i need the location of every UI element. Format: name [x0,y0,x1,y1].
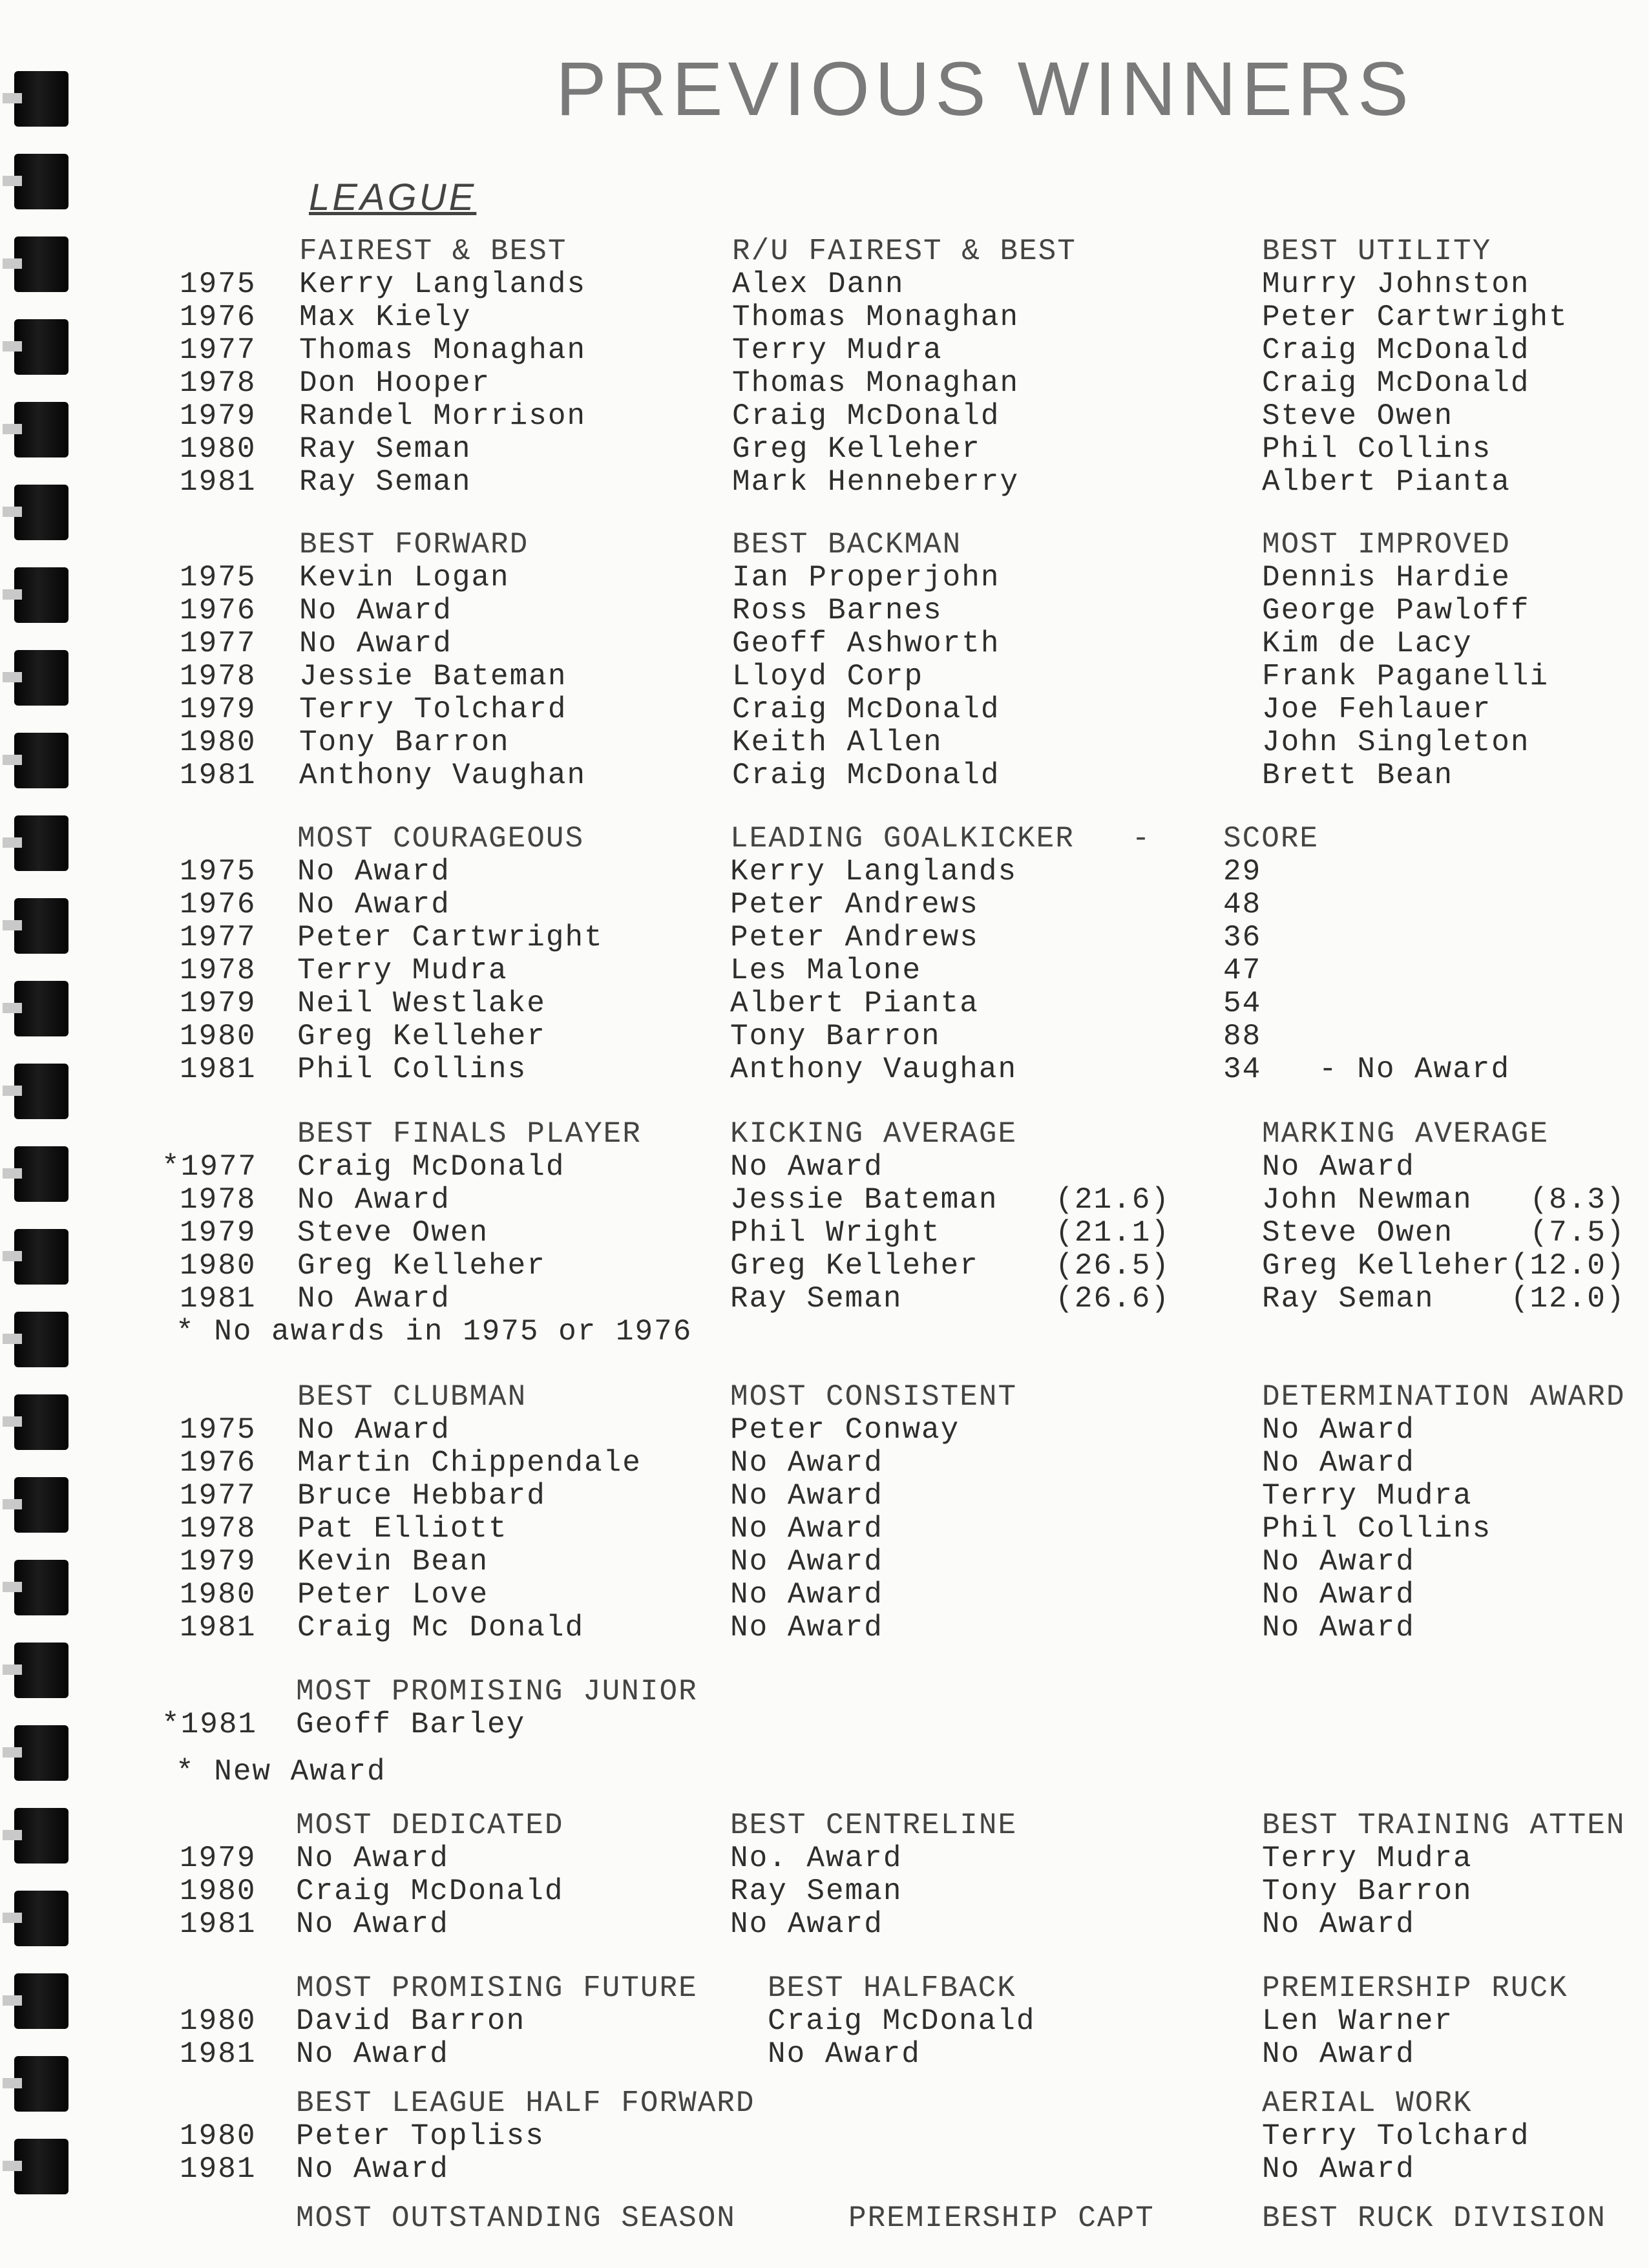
winner-name: 54 [1223,987,1262,1020]
winner-name: John Newman (8.3) [1262,1183,1626,1217]
binding-ring [14,898,68,954]
winner-name: Ray Seman [299,432,472,466]
winner-name: Greg Kelleher [297,1020,546,1053]
winner-name: Dennis Hardie [1262,561,1511,594]
winner-name: No Award [296,1907,449,1941]
winner-name: No Award [297,855,450,888]
year-label: 1981 [180,1053,257,1086]
year-label: *1981 [162,1708,258,1741]
binding-ring [14,1394,68,1450]
year-label: 1981 [180,1282,257,1316]
winner-name: Craig McDonald [297,1150,565,1184]
year-label: 1976 [180,1446,257,1480]
award-header: BEST CENTRELINE [730,1809,1018,1842]
winner-name: No Award [1262,2037,1415,2071]
binding-ring [14,1064,68,1119]
award-header: BEST RUCK DIVISION [1262,2201,1606,2235]
winner-name: Kevin Bean [297,1545,489,1579]
winner-name: 48 [1223,888,1262,921]
award-header: BEST LEAGUE HALF FORWARD [296,2086,755,2120]
award-header: BEST CLUBMAN [297,1380,527,1414]
year-label: 1981 [180,1907,257,1941]
winner-name: Kevin Logan [299,561,510,594]
winner-name: Jessie Bateman (21.6) [730,1183,1170,1217]
year-label: 1980 [180,1874,257,1908]
winner-name: No Award [1262,2152,1415,2186]
year-label: 1981 [180,465,257,499]
winner-name: Terry Tolchard [1262,2119,1530,2153]
award-header: MOST PROMISING JUNIOR [296,1675,698,1708]
year-label: 1980 [180,1578,257,1612]
winner-name: David Barron [296,2004,526,2038]
winner-name: Phil Collins [297,1053,527,1086]
year-label: *1977 [162,1150,258,1184]
winner-name: No Award [730,1545,883,1579]
winner-name: Randel Morrison [299,399,587,433]
year-label: 1977 [180,333,257,367]
year-label: 1978 [180,366,257,400]
year-label: 1975 [180,855,257,888]
year-label: 1975 [180,268,257,301]
winner-name: Greg Kelleher [297,1249,546,1283]
binding-ring [14,71,68,127]
winner-name: Craig McDonald [296,1874,564,1908]
binding-ring [14,733,68,788]
winner-name: Craig McDonald [768,2004,1036,2038]
binding-ring [14,1229,68,1285]
year-label: 1979 [180,399,257,433]
winner-name: Don Hooper [299,366,491,400]
binding-ring [14,650,68,706]
winner-name: No Award [299,627,452,660]
award-header: LEADING GOALKICKER - [730,822,1151,856]
award-header: MOST IMPROVED [1262,528,1511,562]
winner-name: Bruce Hebbard [297,1479,546,1513]
award-header: PREMIERSHIP CAPT [848,2201,1155,2235]
winner-name: Max Kiely [299,300,472,334]
binding-ring [14,1146,68,1202]
award-header: MOST OUTSTANDING SEASON [296,2201,736,2235]
winner-name: No Award [296,1842,449,1875]
winner-name: Geoff Ashworth [732,627,1000,660]
year-label: 1978 [180,1183,257,1217]
year-label: 1978 [180,954,257,987]
winner-name: Albert Pianta [730,987,979,1020]
winner-name: Peter Topliss [296,2119,545,2153]
winner-name: Terry Mudra [297,954,508,987]
winner-name: Tony Barron [1262,1874,1473,1908]
binding-ring [14,1973,68,2029]
binding-ring [14,567,68,623]
winner-name: Steve Owen (7.5) [1262,1216,1626,1250]
year-label: 1979 [180,693,257,726]
award-header: BEST FORWARD [299,528,529,562]
winner-name: No Award [768,2037,921,2071]
winner-name: No Award [1262,1578,1415,1612]
winner-name: Lloyd Corp [732,660,924,693]
winner-name: Peter Andrews [730,888,979,921]
binding-ring [14,1808,68,1864]
year-label: 1980 [180,1249,257,1283]
winner-name: Steve Owen [1262,399,1454,433]
binding-ring [14,402,68,457]
winner-name: No Award [730,1479,883,1513]
winner-name: No Award [730,1611,883,1644]
award-header: DETERMINATION AWARD [1262,1380,1626,1414]
binding-ring [14,1477,68,1533]
winner-name: No. Award [730,1842,903,1875]
year-label: 1979 [180,1216,257,1250]
winner-name: No Award [1262,1545,1415,1579]
winner-name: George Pawloff [1262,594,1530,627]
winner-name: Terry Mudra [1262,1479,1473,1513]
year-label: 1981 [180,759,257,792]
winner-name: Joe Fehlauer [1262,693,1492,726]
award-header: KICKING AVERAGE [730,1117,1018,1151]
winner-name: Keith Allen [732,726,943,759]
binding-ring [14,319,68,375]
winner-name: Terry Mudra [732,333,943,367]
winner-name: No Award [730,1578,883,1612]
winner-name: Craig McDonald [732,399,1000,433]
winner-name: No Award [299,594,452,627]
year-label: 1980 [180,2004,257,2038]
winner-name: 88 [1223,1020,1262,1053]
winner-name: Greg Kelleher (26.5) [730,1249,1170,1283]
award-header: AERIAL WORK [1262,2086,1473,2120]
year-label: 1978 [180,660,257,693]
award-header: BEST FINALS PLAYER [297,1117,642,1151]
winner-name: No Award [730,1150,883,1184]
winner-name: Anthony Vaughan [299,759,587,792]
year-label: 1977 [180,1479,257,1513]
binding-ring [14,1312,68,1367]
award-header: BEST TRAINING ATTEN [1262,1809,1626,1842]
year-label: 1979 [180,1842,257,1875]
winner-name: No Award [730,1512,883,1546]
award-header: FAIREST & BEST [299,235,567,268]
winner-name: No Award [1262,1611,1415,1644]
winner-name: Len Warner [1262,2004,1454,2038]
year-label: 1975 [180,561,257,594]
winner-name: Ray Seman (12.0) [1262,1282,1626,1316]
winner-name: Ray Seman (26.6) [730,1282,1170,1316]
winner-name: Thomas Monaghan [299,333,587,367]
winner-name: 47 [1223,954,1262,987]
year-label: 1978 [180,1512,257,1546]
award-header: MOST CONSISTENT [730,1380,1018,1414]
winner-name: Albert Pianta [1262,465,1511,499]
winner-name: 29 [1223,855,1262,888]
year-label: 1979 [180,1545,257,1579]
winner-name: Jessie Bateman [299,660,567,693]
winner-name: Ray Seman [299,465,472,499]
winner-name: Tony Barron [299,726,510,759]
award-header: BEST BACKMAN [732,528,962,562]
year-label: 1977 [180,627,257,660]
binding-ring [14,1560,68,1615]
award-header: BEST UTILITY [1262,235,1492,268]
award-header: PREMIERSHIP RUCK [1262,1971,1568,2005]
winner-name: No Award [296,2037,449,2071]
winner-name: Terry Mudra [1262,1842,1473,1875]
winner-name: No Award [730,1446,883,1480]
winner-name: Greg Kelleher [732,432,981,466]
winner-name: Frank Paganelli [1262,660,1549,693]
year-label: 1977 [180,921,257,954]
page-title: PREVIOUS WINNERS [556,47,1414,132]
winner-name: Ray Seman [730,1874,903,1908]
award-header: SCORE [1223,822,1319,856]
winner-name: No Award [296,2152,449,2186]
year-label: 1979 [180,987,257,1020]
year-label: 1980 [180,2119,257,2153]
winner-name: Kerry Langlands [299,268,587,301]
winner-name: Craig McDonald [1262,366,1530,400]
winner-name: Pat Elliott [297,1512,508,1546]
winner-name: Peter Cartwright [297,921,604,954]
year-label: 1981 [180,2152,257,2186]
winner-name: Kerry Langlands [730,855,1018,888]
winner-name: Mark Henneberry [732,465,1020,499]
winner-name: 36 [1223,921,1262,954]
winner-name: Thomas Monaghan [732,300,1020,334]
award-header: MOST COURAGEOUS [297,822,585,856]
winner-name: Tony Barron [730,1020,941,1053]
winner-name: Ross Barnes [732,594,943,627]
winner-name: Geoff Barley [296,1708,526,1741]
footnote: * No awards in 1975 or 1976 [176,1315,693,1349]
winner-name: Brett Bean [1262,759,1454,792]
year-label: 1980 [180,1020,257,1053]
winner-name: Anthony Vaughan [730,1053,1018,1086]
winner-name: Neil Westlake [297,987,546,1020]
year-label: 1976 [180,888,257,921]
winner-name: No Award [297,1183,450,1217]
winner-name: Peter Love [297,1578,489,1612]
spiral-binding [0,0,78,2268]
winner-name: Steve Owen [297,1216,489,1250]
winner-name: No Award [1262,1150,1415,1184]
winner-name: No Award [297,888,450,921]
year-label: 1980 [180,432,257,466]
binding-ring [14,1643,68,1698]
winner-name: Phil Collins [1262,1512,1492,1546]
winner-name: Peter Cartwright [1262,300,1568,334]
year-label: 1976 [180,594,257,627]
winner-name: John Singleton [1262,726,1530,759]
binding-ring [14,981,68,1036]
binding-ring [14,2056,68,2112]
winner-name: No Award [1262,1446,1415,1480]
winner-name: No Award [730,1907,883,1941]
footnote: * New Award [176,1755,386,1789]
binding-ring [14,1891,68,1946]
winner-name: Les Malone [730,954,922,987]
winner-name: No Award [1262,1413,1415,1447]
award-header: BEST HALFBACK [768,1971,1016,2005]
winner-name: No Award [1262,1907,1415,1941]
section-heading: LEAGUE [309,176,477,218]
binding-ring [14,2139,68,2194]
award-header: MOST PROMISING FUTURE [296,1971,698,2005]
winner-name: No Award [297,1413,450,1447]
winner-name: No Award [297,1282,450,1316]
year-label: 1981 [180,1611,257,1644]
winner-name: Peter Conway [730,1413,960,1447]
binding-ring [14,485,68,540]
winner-name: Craig Mc Donald [297,1611,585,1644]
binding-ring [14,154,68,209]
winner-name: Ian Properjohn [732,561,1000,594]
binding-ring [14,236,68,292]
winner-name: Phil Wright (21.1) [730,1216,1170,1250]
winner-name: Craig McDonald [732,759,1000,792]
award-header: R/U FAIREST & BEST [732,235,1077,268]
award-header: MOST DEDICATED [296,1809,564,1842]
winner-name: Murry Johnston [1262,268,1530,301]
winner-name: Kim de Lacy [1262,627,1473,660]
year-label: 1975 [180,1413,257,1447]
winner-name: Alex Dann [732,268,905,301]
winner-name: Thomas Monaghan [732,366,1020,400]
year-label: 1981 [180,2037,257,2071]
winner-name: Craig McDonald [1262,333,1530,367]
year-label: 1980 [180,726,257,759]
winner-name: Craig McDonald [732,693,1000,726]
winner-name: Greg Kelleher(12.0) [1262,1249,1626,1283]
binding-ring [14,815,68,871]
winner-name: Phil Collins [1262,432,1492,466]
winner-name: Martin Chippendale [297,1446,642,1480]
year-label: 1976 [180,300,257,334]
award-header: MARKING AVERAGE [1262,1117,1549,1151]
winner-name: Terry Tolchard [299,693,567,726]
binding-ring [14,1725,68,1781]
winner-name: Peter Andrews [730,921,979,954]
winner-name: 34 - No Award [1223,1053,1511,1086]
